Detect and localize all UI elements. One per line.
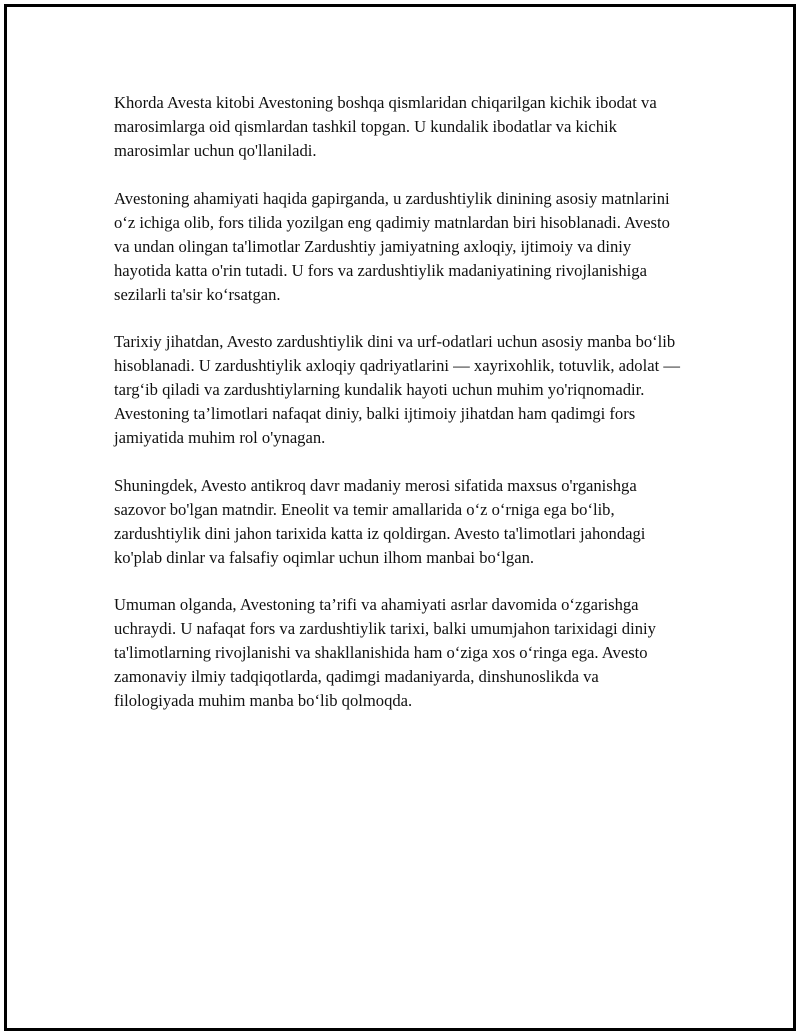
document-body <box>114 91 680 737</box>
paragraph-5: Umuman olganda, Avestoning ta’rifi va ahamiyati asrlar davomida o‘zgarishga uchraydi. U nafaqat fors va zardushtiylik tarixi, balki umumjahon tarixidagi diniy ta'limotlarning rivojlanishi va shakllanishida ham o‘ziga xos o‘ringa ega. Avesto zamonaviy ilmiy tadqiqotlarda, qadimgi madaniyarda, dinshunoslikda va filologiyada muhim manba bo‘lib qolmoqda. <box>114 595 656 710</box>
paragraph-2: Avestoning ahamiyati haqida gapirganda, u zardushtiylik dinining asosiy matnlarini o‘z ichiga olib, fors tilida yozilgan eng qadimiy matnlardan biri hisoblanadi. Avesto va undan olingan ta'limotlar Zardushtiy jamiyatning axloqiy, ijtimoiy va diniy hayotida katta o'rin tutadi. U fors va zardushtiylik madaniyatining rivojlanishiga sezilarli ta'sir ko‘rsatgan. <box>114 188 670 304</box>
paragraph-1: Khorda Avesta kitobi Avestoning boshqa qismlaridan chiqarilgan kichik ibodat va marosimlarga oid qismlardan tashkil topgan. U kundalik ibodatlar va kichik marosimlar uchun qo'llaniladi. <box>114 93 657 160</box>
paragraph-3: Tarixiy jihatdan, Avesto zardushtiylik dini va urf-odatlari uchun asosiy manba bo‘lib hisoblanadi. U zardushtiylik axloqiy qadriyatlarini — xayrixohlik, totuvlik, adolat — targ‘ib qiladi va zardushtiylarning kundalik hayoti uchun muhim yo'riqnomadir. Avestoning ta’limotlari nafaqat diniy, balki ijtimoiy jihatdan ham qadimgi fors jamiyatida muhim rol o'ynagan. <box>114 332 680 447</box>
paragraph-4: Shuningdek, Avesto antikroq davr madaniy merosi sifatida maxsus o'rganishga sazovor bo'lgan matndir. Eneolit va temir amallarida o‘z o‘rniga ega bo‘lib, zardushtiylik dini jahon tarixida katta iz qoldirgan. Avesto ta'limotlari jahondagi ko'plab dinlar va falsafiy oqimlar uchun ilhom manbai bo‘lgan. <box>114 475 646 567</box>
